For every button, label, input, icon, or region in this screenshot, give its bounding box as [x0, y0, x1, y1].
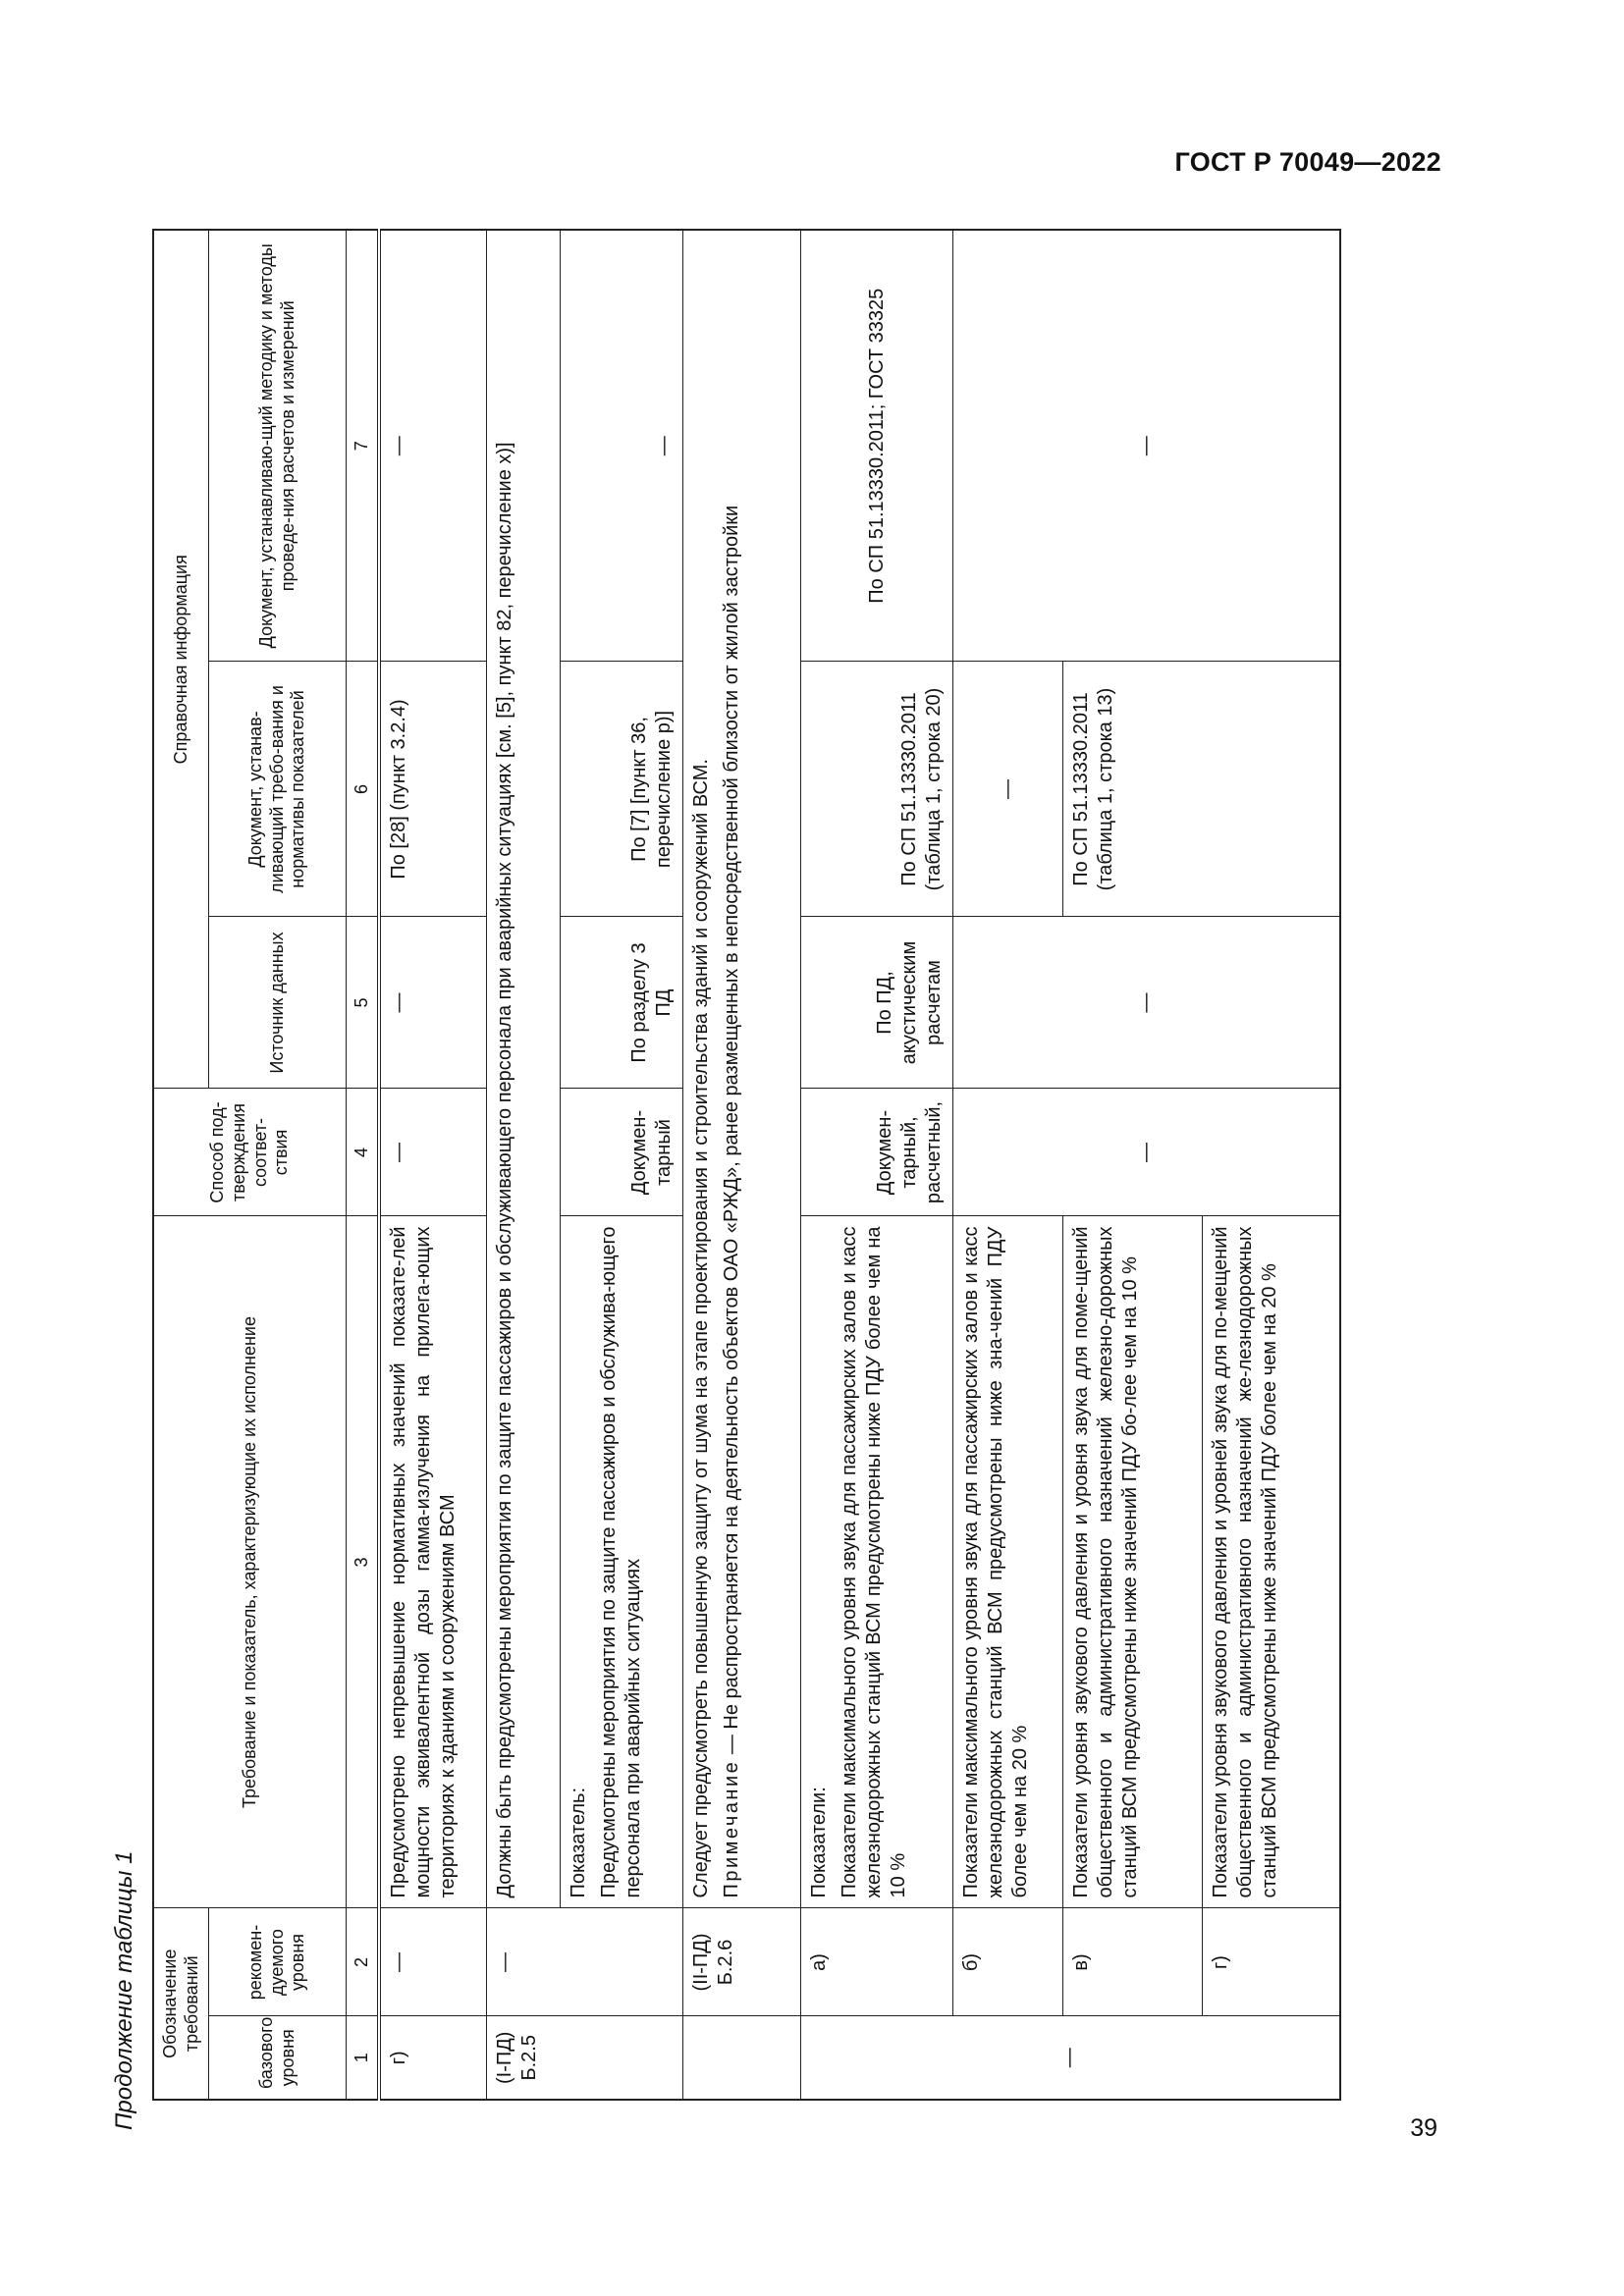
cell-requirement: Предусмотрено непревышение нормативных значений показате-лей мощности эквивалентной дозы гамма-излучения на прилега-ющих территориях к зданиям и сооружениям ВСМ — [379, 1216, 487, 1908]
cell-norm-doc: По СП 51.13330.2011 (таблица 1, строка 13) — [1063, 662, 1340, 917]
cell-method-doc: — — [953, 230, 1340, 662]
cell-recommended-level: — — [379, 1908, 487, 2016]
cell-base-level: — — [801, 2016, 1340, 2100]
cell-confirmation: Докумен-тарный — [561, 1089, 683, 1216]
cell-norm-doc: По [7] [пункт 36, перечисление р)] — [561, 662, 683, 917]
col-number: 7 — [347, 230, 379, 662]
cell-recommended-level: б) — [953, 1908, 1063, 2016]
col-number: 3 — [347, 1216, 379, 1908]
rotated-table-container — [152, 231, 1434, 2101]
header-col3: Требование и показатель, характеризующие их исполнение — [153, 1216, 347, 1908]
table-row — [561, 230, 683, 2100]
indicator-label: Показатели: — [808, 1787, 831, 1898]
header-designation: Обозначение требований — [153, 1908, 209, 2100]
column-number-row — [347, 230, 379, 2100]
header-row-1 — [153, 230, 209, 2100]
cell-base-level: (I-ПД) Б.2.5 — [487, 2016, 683, 2100]
cell-recommended-level: (II-ПД) Б.2.6 — [683, 1908, 801, 2016]
indicator-text: Предусмотрены мероприятия по защите пассажиров и обслужива-ющего персонала при аварийных ситуациях — [598, 1226, 645, 1898]
cell-norm-doc: По [28] (пункт 3.2.4) — [379, 662, 487, 917]
requirements-table — [152, 229, 1341, 2101]
cell-requirement: Показатели уровня звукового давления и уровня звука для поме-щений общественного и административного назначений железно-дорожных станций ВСМ предусмотрены ниже значений ПДУ бо-лее чем на 10 % — [1063, 1216, 1203, 1908]
page-number: 39 — [1410, 2114, 1437, 2142]
cell-requirement: Показатели уровня звукового давления и уровней звука для по-мещений общественного и административного назначений же-лезнодорожных станций ВСМ предусмотрены ниже значений ПДУ более чем на 20 % — [1203, 1216, 1340, 1908]
note — [720, 240, 744, 1898]
cell-requirement-wide: Должны быть предусмотрены мероприятия по защите пассажиров и обслуживающего персонала при аварийных ситуациях [см. [5], пункт 82, перечисление х)] — [487, 230, 561, 1908]
cell-recommended-level: — — [487, 1908, 683, 2016]
cell-recommended-level: в) — [1063, 1908, 1203, 2016]
cell-base-level: г) — [379, 2016, 487, 2100]
cell-confirmation: — — [379, 1089, 487, 1216]
cell-source: По разделу 3 ПД — [561, 917, 683, 1089]
col-number: 2 — [347, 1908, 379, 2016]
cell-source: По ПД, акустическим расчетам — [801, 917, 953, 1089]
requirement-text: Следует предусмотреть повышенную защиту от шума на этапе проектирования и строительства зданий и сооружений ВСМ. — [690, 759, 713, 1898]
col-number: 6 — [347, 662, 379, 917]
header-col1: базового уровня — [209, 2016, 347, 2100]
header-reference: Справочная информация — [153, 230, 209, 1089]
cell-source: — — [953, 917, 1340, 1089]
note-text: — Не распространяется на деятельность объектов ОАО «РЖД», ранее размещенных в непосредственной близости от жилой застройки — [721, 505, 743, 1760]
cell-method-doc: — — [379, 230, 487, 662]
cell-method-doc: — — [561, 230, 683, 662]
indicator-text: Показатели максимального уровня звука для пассажирских залов и касс железнодорожных станций ВСМ предусмотрены ниже ПДУ более чем на 10 % — [839, 1226, 910, 1898]
cell-method-doc: По СП 51.13330.2011; ГОСТ 33325 — [801, 230, 953, 662]
col-number: 4 — [347, 1089, 379, 1216]
table-row — [953, 230, 1063, 2100]
header-col4: Способ под-тверждения соответ-ствия — [153, 1089, 347, 1216]
cell-source: — — [379, 917, 487, 1089]
header-col2: рекомен-дуемого уровня — [209, 1908, 347, 2016]
cell-recommended-level: г) — [1203, 1908, 1340, 2016]
cell-requirement — [801, 1216, 953, 1908]
cell-confirmation: — — [953, 1089, 1340, 1216]
header-col5: Источник данных — [209, 917, 347, 1089]
cell-base-level — [683, 2016, 801, 2100]
table-row — [487, 230, 561, 2100]
cell-norm-doc: — — [953, 662, 1063, 917]
cell-confirmation: Докумен-тарный, расчетный, — [801, 1089, 953, 1216]
note-label: Примечание — [721, 1759, 743, 1898]
indicator-label: Показатель: — [568, 1788, 590, 1898]
table-caption: Продолжение таблицы 1 — [111, 1850, 137, 2130]
header-col6: Документ, устанав-ливающий требо-вания и нормативы показателей — [209, 662, 347, 917]
cell-norm-doc: По СП 51.13330.2011 (таблица 1, строка 20) — [801, 662, 953, 917]
cell-recommended-level: а) — [801, 1908, 953, 2016]
header-col7: Документ, устанавливаю-щий методику и методы проведе-ния расчетов и измерений — [209, 230, 347, 662]
document-code: ГОСТ Р 70049—2022 — [1174, 147, 1441, 177]
table-row — [801, 230, 953, 2100]
table-row — [379, 230, 487, 2100]
table-row — [683, 230, 801, 2100]
cell-requirement — [561, 1216, 683, 1908]
col-number: 1 — [347, 2016, 379, 2100]
cell-requirement: Показатели максимального уровня звука для пассажирских залов и касс железнодорожных станций ВСМ предусмотрены ниже зна-чений ПДУ более чем на 20 % — [953, 1216, 1063, 1908]
cell-requirement-wide — [683, 230, 801, 1908]
col-number: 5 — [347, 917, 379, 1089]
